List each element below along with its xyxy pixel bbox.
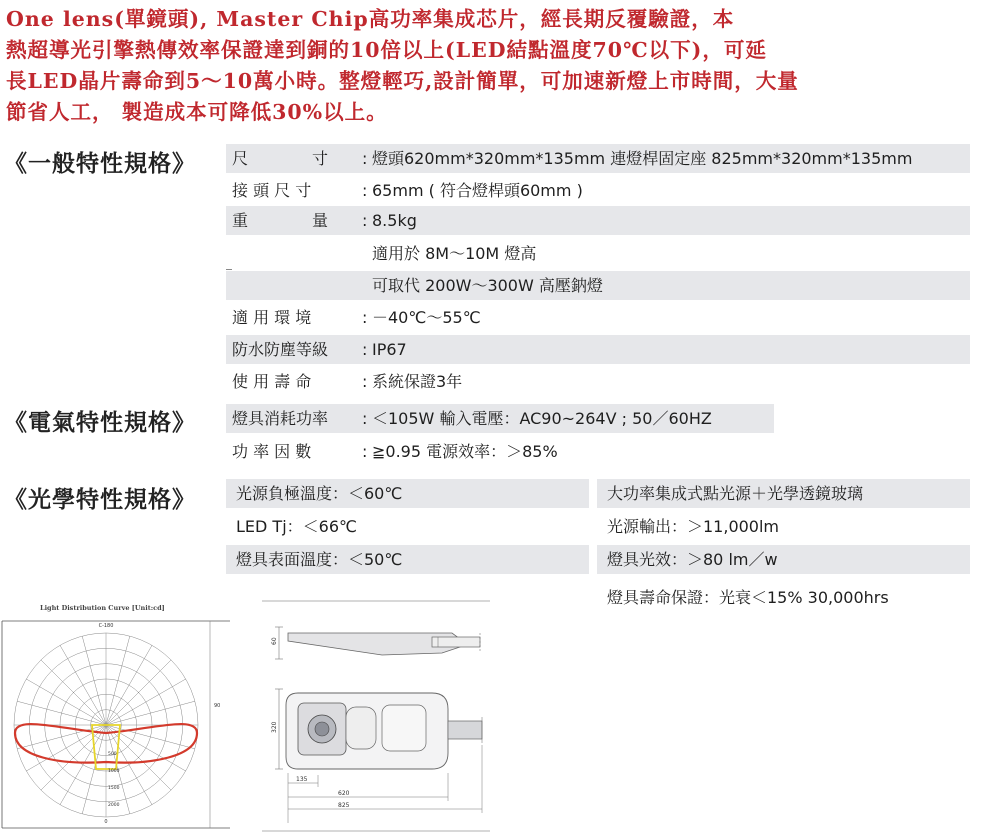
- spec-row-pf: [226, 437, 774, 466]
- intro-line-1: One lens(單鏡頭), Master Chip高功率集成芯片，經長期反覆驗證，本: [6, 7, 735, 31]
- spec-row-environment: [226, 303, 970, 332]
- optical-right-1: [597, 479, 970, 508]
- drawing-svg: [262, 597, 492, 834]
- spec-label: 防水防塵等級: [232, 340, 329, 359]
- optical-right-2: [597, 512, 970, 541]
- colon: :: [362, 409, 368, 428]
- spec-value: 適用於 8M～10M 燈高: [372, 244, 537, 263]
- optical-value: 光源輸出：＞11,000lm: [607, 517, 780, 536]
- spec-row-ip: [226, 335, 970, 364]
- spec-value: －40℃～55℃: [372, 308, 481, 327]
- optical-left-2: [226, 512, 589, 541]
- spec-row-connector: [226, 176, 970, 205]
- general-spec-title: 《一般特性規格》: [4, 151, 196, 177]
- optical-value: 大功率集成式點光源＋光學透鏡玻璃: [607, 484, 864, 503]
- polar-ring-label: 1000: [108, 769, 120, 774]
- side-view: [275, 627, 480, 659]
- top-view: [275, 689, 482, 769]
- polar-chart-title: Light Distribution Curve [Unit:cd]: [40, 604, 165, 612]
- polar-ring-label: 2000: [108, 803, 120, 808]
- polar-ring-label: 1500: [108, 786, 120, 791]
- colon: :: [362, 308, 368, 327]
- electrical-spec-title: 《電氣特性規格》: [4, 410, 196, 436]
- colon: :: [362, 211, 368, 230]
- spec-label: 接 頭 尺 寸: [232, 181, 312, 200]
- colon: :: [362, 181, 368, 200]
- optical-value: 光源負極溫度：＜60℃: [236, 484, 403, 503]
- optical-spec-title: 《光學特性規格》: [4, 487, 196, 513]
- intro-paragraph: [6, 4, 996, 128]
- spec-value: ＜105W 輸入電壓：AC90~264V ; 50／60HZ: [372, 409, 712, 428]
- spec-label: 燈具消耗功率: [232, 409, 329, 428]
- spec-value: 8.5kg: [372, 211, 417, 230]
- colon: :: [362, 372, 368, 391]
- polar-bottom-label: 0: [104, 819, 108, 825]
- colon: :: [362, 442, 368, 461]
- spec-label: 適 用 環 境: [232, 308, 312, 327]
- divider-mark: [226, 269, 232, 270]
- spec-row-life: [226, 367, 970, 396]
- spec-label: 功 率 因 數: [232, 442, 312, 461]
- optical-value: 燈具表面溫度：＜50℃: [236, 550, 403, 569]
- dim-width-label: 320: [271, 721, 278, 733]
- intro-line-3: 長LED晶片壽命到5～10萬小時。整燈輕巧,設計簡單，可加速新燈上市時間，大量: [6, 69, 799, 93]
- spec-label: 重 量: [232, 211, 329, 230]
- dim-825-label: 825: [338, 802, 350, 809]
- polar-right-label: 90: [214, 703, 221, 709]
- colon: :: [362, 340, 368, 359]
- light-distribution-chart: [0, 597, 232, 834]
- colon: :: [362, 149, 368, 168]
- polar-ring-label: 500: [108, 752, 117, 757]
- spec-value: 可取代 200W～300W 高壓鈉燈: [372, 276, 603, 295]
- dim-620-label: 620: [338, 790, 350, 797]
- polar-top-label: C-180: [98, 623, 114, 629]
- intro-line-4: 節省人工， 製造成本可降低30%以上。: [6, 100, 388, 124]
- spec-row-height: [226, 239, 970, 268]
- optical-right-4: [597, 583, 997, 612]
- dim-135-label: 135: [296, 776, 308, 783]
- fixture-technical-drawing: [262, 597, 492, 834]
- optical-value: 燈具光效：＞80 lm／w: [607, 550, 778, 569]
- spec-row-weight: [226, 206, 970, 235]
- intro-line-2: 熱超導光引擎熱傳效率保證達到銅的10倍以上(LED結點溫度70℃以下)，可延: [6, 38, 767, 62]
- optical-value: LED Tj：＜66℃: [236, 517, 357, 536]
- spec-label: 尺 寸: [232, 149, 329, 168]
- spec-value: 65mm ( 符合燈桿頭60mm ): [372, 181, 583, 200]
- optical-left-3: [226, 545, 589, 574]
- spec-label: 使 用 壽 命: [232, 372, 312, 391]
- spec-row-power: [226, 404, 774, 433]
- spec-value: 系統保證3年: [372, 372, 463, 391]
- spec-row-replace: [226, 271, 970, 300]
- optical-left-1: [226, 479, 589, 508]
- optical-value: 燈具壽命保證：光衰＜15% 30,000hrs: [607, 588, 889, 607]
- dim-height-label: 60: [271, 637, 278, 645]
- spec-value: ≧0.95 電源效率：＞85%: [372, 442, 558, 461]
- spec-value: IP67: [372, 340, 407, 359]
- spec-row-size: [226, 144, 970, 173]
- optical-right-3: [597, 545, 970, 574]
- polar-chart-svg: [0, 597, 232, 834]
- spec-value: 燈頭620mm*320mm*135mm 連燈桿固定座 825mm*320mm*135mm: [372, 149, 913, 168]
